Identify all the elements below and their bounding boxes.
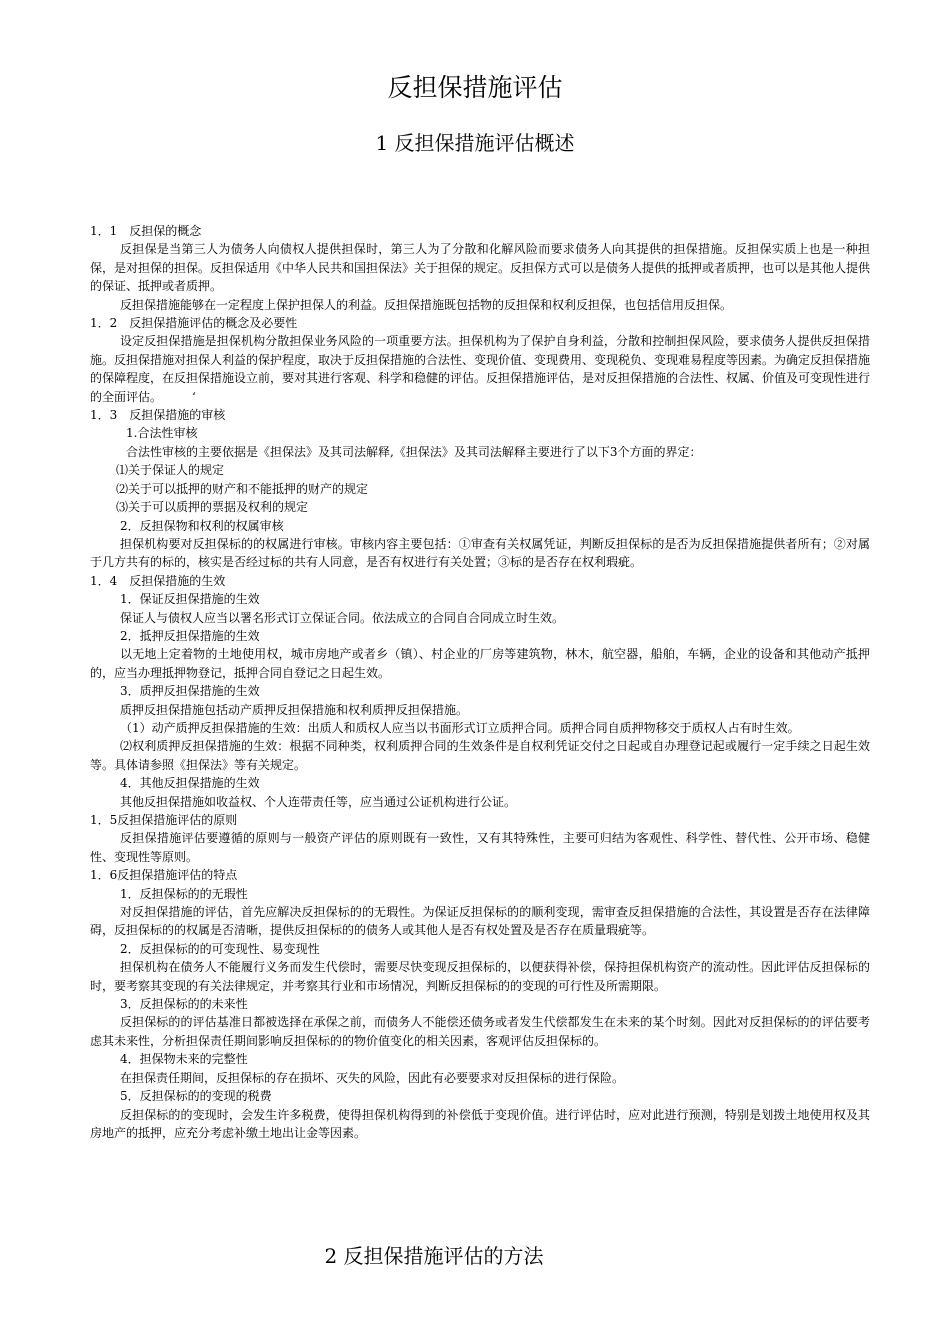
paragraph: 其他反担保措施如收益权、个人连带责任等，应当通过公证机构进行公证。 [120, 794, 517, 809]
paragraph: 反担保标的的变现时，会发生许多税费，使得担保机构得到的补偿低于变现价值。进行评估时，应对此进行预测，特别是划拨土地使用权及其房地产的抵押，应充分考虑补缴土地出让金等因素。 [90, 1107, 870, 1140]
paragraph: 合法性审核的主要依据是《担保法》及其司法解释,《担保法》及其司法解释主要进行了以下3个方面的界定： [126, 444, 702, 459]
paragraph: （1）动产质押反担保措施的生效：出质人和质权人应当以书面形式订立质押合同。质押合同自质押物移交于质权人占有时生效。 [120, 720, 800, 735]
document-title: 反担保措施评估 [387, 73, 563, 102]
paragraph: ⑶关于可以质押的票据及权利的规定 [116, 500, 309, 515]
paragraph: 1．反担保标的的无瑕性 [120, 886, 248, 901]
paragraph: 反担保标的的评估基准日都被选择在承保之前，而债务人不能偿还债务或者发生代偿都发生在未来的某个时刻。因此对反担保标的的评估要考虑其未来性，分析担保责任期间影响反担保标的的物价值变化的相关因素，客观评估反担保标的。 [90, 1015, 870, 1048]
paragraph: 对反担保措施的评估，首先应解决反担保标的的无瑕性。为保证反担保标的的顺利变现，需审查反担保措施的合法性，其设置是否存在法律障碍，反担保标的的权属是否清晰，提供反担保标的的债务人或其他人是否有权处置及是否存在质量瑕疵等。 [90, 905, 870, 938]
paragraph: 2．反担保标的的可变现性、易变现性 [120, 941, 320, 956]
section-heading: 1．2 反担保措施评估的概念及必要性 [90, 316, 298, 331]
paragraph: 4．担保物未来的完整性 [120, 1052, 248, 1067]
paragraph: 1．保证反担保措施的生效 [120, 592, 260, 607]
paragraph: ⑴关于保证人的规定 [116, 463, 225, 478]
paragraph: 保证人与债权人应当以署名形式订立保证合同。依法成立的合同自合同成立时生效。 [120, 610, 565, 625]
paragraph: 5．反担保标的的变现的税费 [120, 1089, 272, 1104]
section-heading: 1．6反担保措施评估的特点 [90, 868, 238, 883]
section-heading: 1．4 反担保措施的生效 [90, 573, 226, 588]
paragraph: 4．其他反担保措施的生效 [120, 776, 260, 791]
section-heading: 1．1 反担保的概念 [90, 224, 202, 238]
paragraph: 反担保措施评估要遵循的原则与一般资产评估的原则既有一致性，又有其特殊性，主要可归结为客观性、科学性、替代性、公开市场、稳健性、变现性等原则。 [90, 831, 870, 864]
paragraph: 2．抵押反担保措施的生效 [120, 628, 260, 643]
paragraph: ⑵关于可以抵押的财产和不能抵押的财产的规定 [116, 481, 369, 496]
paragraph: 以无地上定着物的土地使用权，城市房地产或者乡（镇）、村企业的厂房等建筑物，林木，航空器，船舶，车辆，企业的设备和其他动产抵押的，应当办理抵押物登记，抵押合同自登记之日起生效。 [90, 647, 870, 680]
paragraph: 1.合法性审核 [126, 426, 198, 441]
paragraph: 反担保措施能够在一定程度上保护担保人的利益。反担保措施既包括物的反担保和权利反担保，也包括信用反担保。 [120, 297, 733, 312]
paragraph: 反担保是当第三人为债务人向债权人提供担保时，第三人为了分散和化解风险而要求债务人向其提供的担保措施。反担保实质上也是一种担保，是对担保的担保。反担保适用《中华人民共和国担保法》关于担保的规定。反担保方式可以是债务人提供的抵押或者质押，也可以是其他人提供的保证、抵押或者质押。 [90, 242, 871, 294]
paragraph: 3．反担保标的的未来性 [120, 997, 248, 1012]
paragraph: 担保机构要对反担保标的的权属进行审核。审核内容主要包括：①审查有关权属凭证，判断反担保标的是否为反担保措施提供者所有；②对属于几方共有的标的，核实是否经过标的共有人同意，是否有权进行有关处置；③标的是否存在权利瑕疵。 [90, 536, 870, 570]
paragraph: 担保机构在债务人不能履行义务而发生代偿时，需要尽快变现反担保标的，以便获得补偿，保持担保机构资产的流动性。因此评估反担保标的时，要考察其变现的有关法律规定，并考察其行业和市场情况，判断反担保标的的变现的可行性及所需期限。 [90, 960, 870, 993]
paragraph: 质押反担保措施包括动产质押反担保措施和权利质押反担保措施。 [120, 702, 469, 717]
document-body [90, 222, 870, 1142]
paragraph: 3．质押反担保措施的生效 [120, 684, 260, 699]
paragraph: ⑵权利质押反担保措施的生效：根据不同种类，权利质押合同的生效条件是自权利凭证交付之日起或自办理登记起或履行一定手续之日起生效等。具体请参照《担保法》等有关规定。 [90, 739, 870, 772]
section-2-title: 2 反担保措施评估的方法 [324, 1244, 544, 1268]
section-heading: 1．5反担保措施评估的原则 [90, 813, 238, 827]
paragraph: 在担保责任期间，反担保标的存在损坏、灭失的风险，因此有必要要求对反担保标的进行保险。 [120, 1070, 625, 1085]
section-heading: 1．3 反担保措施的审核 [90, 408, 226, 423]
paragraph: 设定反担保措施是担保机构分散担保业务风险的一项重要方法。担保机构为了保护自身利益，分散和控制担保风险，要求债务人提供反担保措施。反担保措施对担保人利益的保护程度，取决于反担保措施的合法性、变现价值、变现费用、变现税负、变现难易程度等因素。为确定反担保措施的保障程度，在反担保措施设立前，要对其进行客观、科学和稳健的评估。反担保措施评估，是对反担保措施的合法性、权属、价值及可变现性进行的全面评估。 ‘ [90, 334, 871, 404]
section-1-title: 1 反担保措施评估概述 [375, 131, 575, 155]
paragraph: 2．反担保物和权利的权属审核 [120, 518, 284, 533]
